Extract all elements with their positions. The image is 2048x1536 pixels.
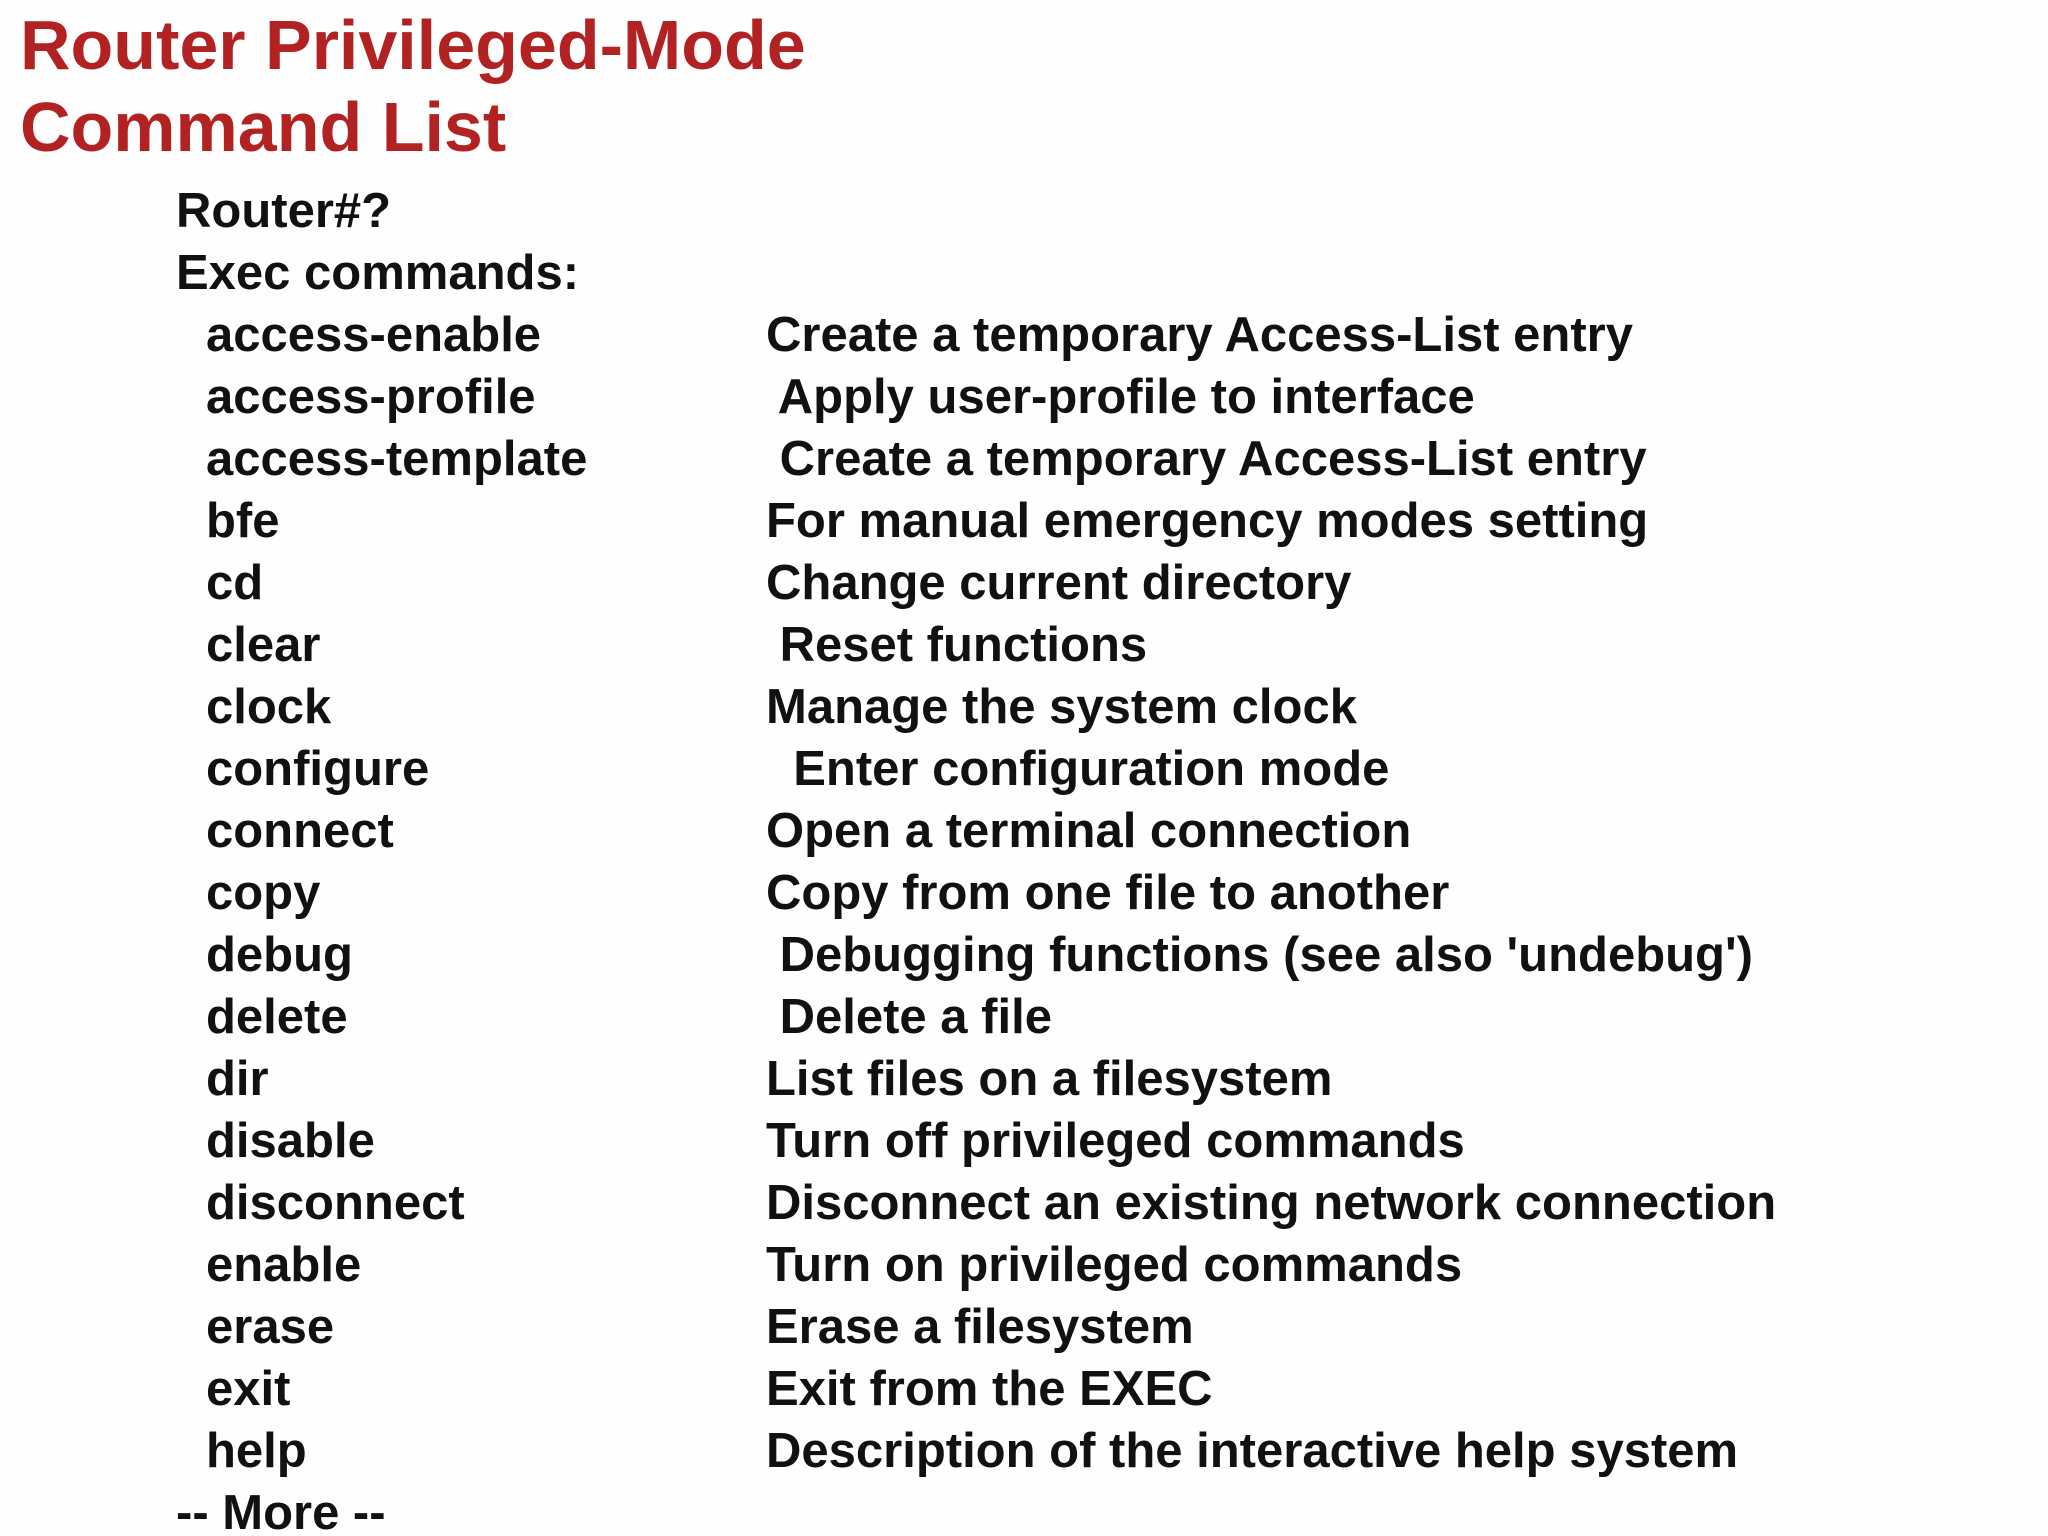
command-description: Description of the interactive help system — [766, 1424, 1739, 1478]
command-description: For manual emergency modes setting — [766, 494, 1649, 548]
command-description: Turn off privileged commands — [766, 1114, 1465, 1168]
command-row — [176, 862, 1776, 924]
command-row — [176, 1048, 1776, 1110]
title-line-1: Router Privileged-Mode — [20, 6, 806, 84]
more-prompt: -- More -- — [176, 1486, 386, 1536]
command-row — [176, 1110, 1776, 1172]
router-prompt: Router#? — [176, 184, 392, 238]
command-row — [176, 1358, 1776, 1420]
command-name: access-profile — [206, 370, 536, 424]
command-name: access-template — [206, 432, 588, 486]
command-description: Erase a filesystem — [766, 1300, 1194, 1354]
command-name: disconnect — [206, 1176, 465, 1230]
command-row — [176, 800, 1776, 862]
command-listing — [176, 180, 1776, 1536]
command-description: Turn on privileged commands — [766, 1238, 1463, 1292]
command-name: configure — [206, 742, 430, 796]
command-row — [176, 490, 1776, 552]
command-description: Change current directory — [766, 556, 1352, 610]
command-description: Apply user-profile to interface — [766, 370, 1475, 424]
page-title — [20, 4, 806, 168]
command-row — [176, 1172, 1776, 1234]
command-row — [176, 552, 1776, 614]
command-name: connect — [206, 804, 394, 858]
command-description: Debugging functions (see also 'undebug') — [766, 928, 1753, 982]
command-name: clear — [206, 618, 321, 672]
command-row — [176, 1296, 1776, 1358]
exec-commands-header: Exec commands: — [176, 246, 580, 300]
command-row — [176, 986, 1776, 1048]
command-row — [176, 676, 1776, 738]
command-name: copy — [206, 866, 321, 920]
command-description: Exit from the EXEC — [766, 1362, 1213, 1416]
command-name: debug — [206, 928, 353, 982]
command-name: cd — [206, 556, 264, 610]
command-description: Manage the system clock — [766, 680, 1357, 734]
command-row — [176, 428, 1776, 490]
command-name: disable — [206, 1114, 375, 1168]
command-row — [176, 1420, 1776, 1482]
command-name: exit — [206, 1362, 291, 1416]
command-row — [176, 738, 1776, 800]
command-description: Reset functions — [766, 618, 1148, 672]
command-row — [176, 924, 1776, 986]
command-row — [176, 1234, 1776, 1296]
command-row — [176, 366, 1776, 428]
command-name: erase — [206, 1300, 335, 1354]
command-name: clock — [206, 680, 332, 734]
title-line-2: Command List — [20, 88, 507, 166]
command-name: dir — [206, 1052, 269, 1106]
command-description: Create a temporary Access-List entry — [766, 308, 1633, 362]
command-name: access-enable — [206, 308, 542, 362]
command-name: help — [206, 1424, 307, 1478]
command-description: Copy from one file to another — [766, 866, 1450, 920]
command-table — [176, 304, 1776, 1482]
command-name: bfe — [206, 494, 280, 548]
command-name: enable — [206, 1238, 362, 1292]
command-description: List files on a filesystem — [766, 1052, 1333, 1106]
command-row — [176, 304, 1776, 366]
command-name: delete — [206, 990, 348, 1044]
command-description: Delete a file — [766, 990, 1052, 1044]
command-description: Disconnect an existing network connection — [766, 1176, 1777, 1230]
command-description: Open a terminal connection — [766, 804, 1412, 858]
command-row — [176, 614, 1776, 676]
command-description: Create a temporary Access-List entry — [766, 432, 1647, 486]
command-description: Enter configuration mode — [766, 742, 1390, 796]
